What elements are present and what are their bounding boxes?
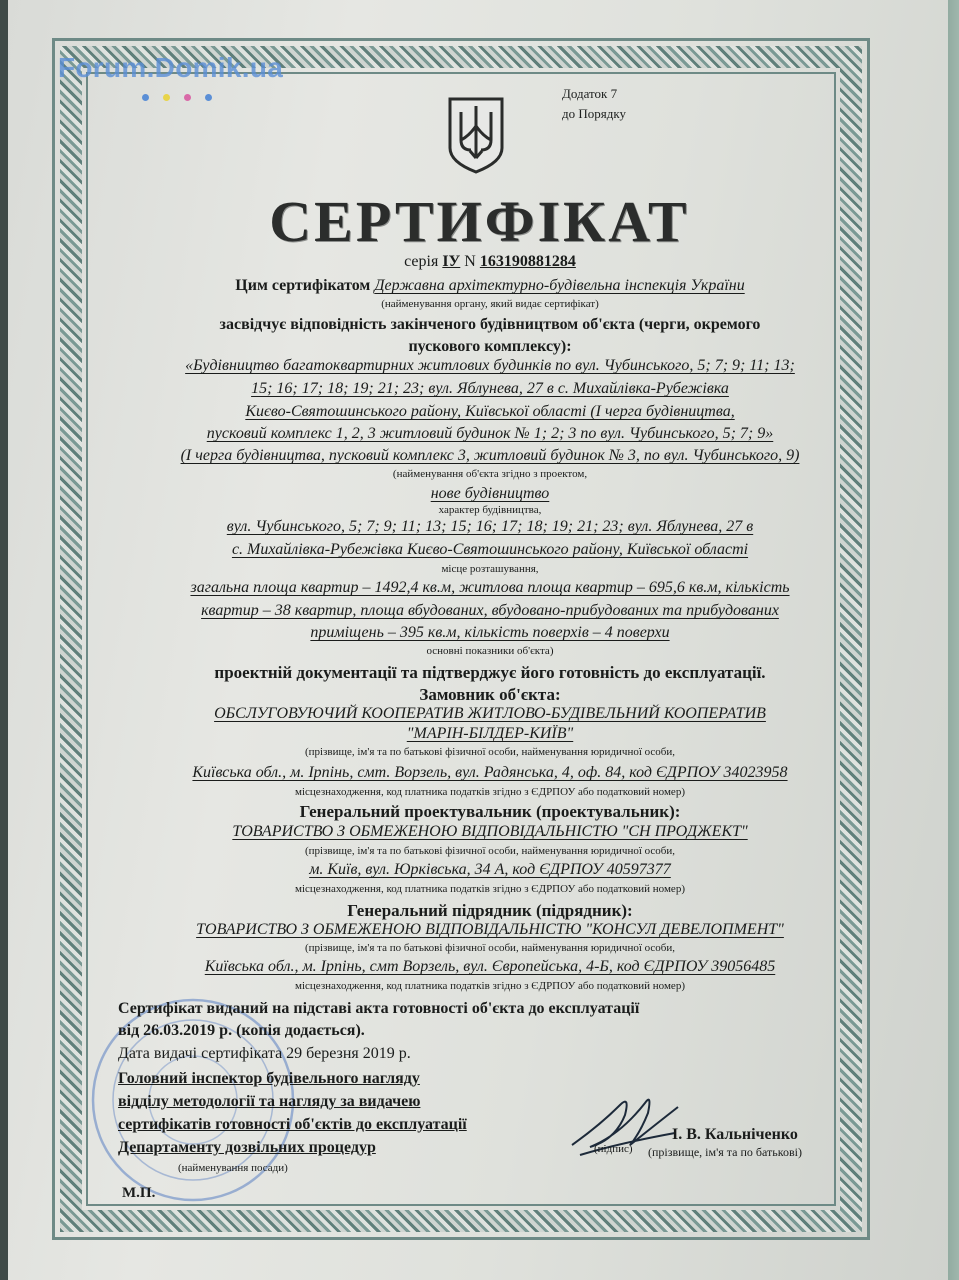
designer-address: м. Київ, вул. Юрківська, 34 А, код ЄДРПОУ 40597377 — [309, 861, 671, 878]
watermark-text: Forum.Domik.ua — [58, 52, 284, 83]
position-caption: (найменування посади) — [178, 1162, 288, 1174]
signatory-caption: (прізвище, ім'я та по батькові) — [648, 1145, 802, 1159]
contractor-address: Київська обл., м. Ірпінь, смт Ворзель, вул. Європейська, 4-Б, код ЄДРПОУ 39056485 — [204, 958, 776, 975]
issued-basis-line-2: від 26.03.2019 р. (копія додається). — [118, 1022, 365, 1039]
issued-basis-line-1: Сертифікат виданий на підставі акта готовності об'єкта до експлуатації — [118, 1000, 640, 1017]
contractor-name-caption: (прізвище, ім'я та по батькові фізичної особи, найменування юридичної особи, — [304, 942, 676, 954]
object-line-3: Києво-Святошинського району, Київської області (І черга будівництва, — [245, 403, 735, 420]
indicators-caption: основні показники об'єкта) — [426, 645, 554, 657]
customer-heading: Замовник об'єкта: — [419, 685, 561, 704]
location-caption: місце розташування, — [441, 563, 539, 575]
position-line-2: відділу методології та нагляду за видачею — [118, 1093, 421, 1110]
annex-line-1: Додаток 7 — [562, 86, 618, 101]
location-line-1: вул. Чубинського, 5; 7; 9; 11; 13; 15; 16; 17; 18; 19; 21; 23; вул. Яблунева, 27 в — [226, 518, 754, 535]
watermark-dot — [163, 94, 170, 101]
annex-note — [562, 84, 626, 124]
customer-name-line-2: "МАРІН-БІЛДЕР-КИЇВ" — [406, 725, 574, 742]
issue-date: Дата видачі сертифіката 29 березня 2019 р. — [118, 1045, 411, 1062]
annex-line-2: до Порядку — [562, 106, 626, 121]
contractor-address-caption: місцезнаходження, код платника податків згідно з ЄДРПОУ або податковий номер) — [295, 980, 685, 992]
issuer-line — [100, 277, 880, 295]
object-line-5: (І черга будівництва, пусковий комплекс 3, житловий будинок № 3, по вул. Чубинського, 9) — [180, 447, 800, 464]
customer-name-caption: (прізвище, ім'я та по батькові фізичної особи, найменування юридичної особи, — [304, 746, 676, 758]
series-label: серія — [404, 253, 439, 270]
series-n-label: N — [464, 253, 476, 270]
construction-type-caption: характер будівництва, — [438, 504, 542, 516]
issuer-caption: (найменування органу, який видає сертифікат) — [381, 298, 599, 310]
certifies-line-1: засвідчує відповідність закінченого будівництвом об'єкта (черги, окремого — [219, 316, 761, 333]
coat-of-arms-icon — [447, 96, 505, 174]
watermark-dot — [205, 94, 212, 101]
signature-caption: (підпис) — [594, 1143, 633, 1155]
certificate-title: СЕРТИФІКАТ — [269, 189, 690, 254]
object-line-2: 15; 16; 17; 18; 19; 21; 23; вул. Яблунева, 27 в с. Михайлівка-Рубежівка — [251, 380, 729, 397]
object-line-4: пусковий комплекс 1, 2, 3 житловий будинок № 1; 2; 3 по вул. Чубинського, 5; 7; 9» — [206, 425, 774, 442]
location-line-2: с. Михайлівка-Рубежівка Києво-Святошинського району, Київської області — [231, 541, 749, 558]
designer-name: ТОВАРИСТВО З ОБМЕЖЕНОЮ ВІДПОВІДАЛЬНІСТЮ "СН ПРОДЖЕКТ" — [232, 823, 748, 840]
watermark-dots — [142, 88, 226, 106]
customer-name-line-1: ОБСЛУГОВУЮЧИЙ КООПЕРАТИВ ЖИТЛОВО-БУДІВЕЛЬНИЙ КООПЕРАТИВ — [214, 705, 766, 722]
certifies-line-2: пускового комплексу): — [408, 338, 572, 355]
construction-type: нове будівництво — [430, 485, 550, 502]
position-line-4: Департаменту дозвільних процедур — [118, 1139, 376, 1156]
watermark-dot — [142, 94, 149, 101]
conformity-line: проектній документації та підтверджує його готовність до експлуатації. — [214, 663, 766, 682]
object-line-1: «Будівництво багатоквартирних житлових будинків по вул. Чубинського, 5; 7; 9; 11; 13; — [185, 357, 795, 374]
designer-name-caption: (прізвище, ім'я та по батькові фізичної особи, найменування юридичної особи, — [304, 845, 676, 857]
position-line-3: сертифікатів готовності об'єктів до експлуатації — [118, 1116, 467, 1133]
signature — [560, 1085, 690, 1175]
customer-address-caption: місцезнаходження, код платника податків згідно з ЄДРПОУ або податковий номер) — [295, 786, 685, 798]
contractor-heading: Генеральний підрядник (підрядник): — [347, 901, 633, 920]
contractor-name: ТОВАРИСТВО З ОБМЕЖЕНОЮ ВІДПОВІДАЛЬНІСТЮ "КОНСУЛ ДЕВЕЛОПМЕНТ" — [196, 921, 784, 938]
seal-label: М.П. — [122, 1185, 156, 1201]
designer-heading: Генеральний проектувальник (проектувальник): — [299, 802, 681, 821]
position-line-1: Головний інспектор будівельного нагляду — [118, 1070, 420, 1087]
indicators-line-3: приміщень – 395 кв.м, кількість поверхів – 4 поверхи — [310, 624, 670, 641]
certificate-number: 163190881284 — [479, 253, 576, 270]
issuer-prefix: Цим сертифікатом — [235, 277, 371, 294]
indicators-line-2: квартир – 38 квартир, площа вбудованих, вбудовано-прибудованих та прибудованих — [201, 602, 779, 619]
watermark-dot — [184, 94, 191, 101]
series-value: ІУ — [442, 253, 461, 270]
indicators-line-1: загальна площа квартир – 1492,4 кв.м, житлова площа квартир – 695,6 кв.м, кількість — [190, 579, 790, 596]
designer-address-caption: місцезнаходження, код платника податків згідно з ЄДРПОУ або податковий номер) — [295, 883, 685, 895]
object-caption: (найменування об'єкта згідно з проектом, — [392, 468, 588, 480]
signatory-name: І. В. Кальніченко — [672, 1126, 798, 1143]
issuer-name: Державна архітектурно-будівельна інспекція України — [374, 277, 745, 294]
series-line — [100, 253, 880, 271]
customer-address: Київська обл., м. Ірпінь, смт. Ворзель, вул. Радянська, 4, оф. 84, код ЄДРПОУ 34023958 — [192, 764, 788, 781]
